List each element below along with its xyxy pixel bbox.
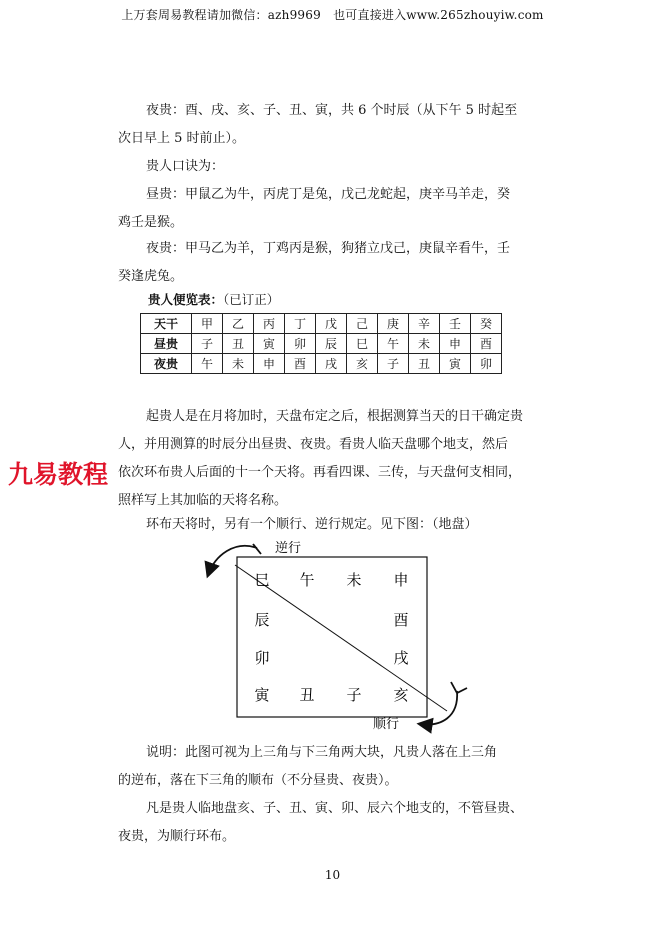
table-cell: 子	[378, 354, 409, 374]
table-cell: 申	[440, 334, 471, 354]
table-cell: 寅	[440, 354, 471, 374]
text-line: 贵人口诀为：	[146, 159, 225, 174]
paragraph-forward-rule	[118, 795, 558, 851]
table-cell: 己	[347, 314, 378, 334]
branch-cell: 戌	[393, 649, 409, 667]
table-cell: 丙	[254, 314, 285, 334]
branch-cell: 申	[393, 571, 409, 589]
text-line: 夜贵：甲马乙为羊，丁鸡丙是猴，狗猪立戊己，庚鼠辛看牛，壬	[146, 241, 511, 256]
table-caption	[148, 290, 279, 308]
paragraph-formula-intro	[118, 153, 558, 181]
branch-cell: 午	[299, 571, 315, 589]
text-line: 的逆布，落在下三角的顺布（不分昼贵、夜贵）。	[118, 773, 398, 788]
table-caption-note: （已订正）	[223, 292, 280, 307]
text-line: 人，并用测算的时辰分出昼贵、夜贵。看贵人临天盘哪个地支，然后	[118, 437, 509, 452]
table-row	[141, 334, 502, 354]
table-cell: 壬	[440, 314, 471, 334]
table-cell: 戌	[316, 354, 347, 374]
branch-cell: 酉	[393, 611, 409, 629]
table-cell: 寅	[254, 334, 285, 354]
page-header: 上万套周易教程请加微信：azh9969 也可直接进入www.265zhouyiw.com	[121, 8, 544, 22]
table-cell: 丑	[409, 354, 440, 374]
paragraph-night-noble	[118, 97, 558, 153]
table-cell: 甲	[192, 314, 223, 334]
table-cell: 辰	[316, 334, 347, 354]
paragraph-diagram-note	[118, 739, 558, 795]
text-line: 癸逢虎兔。	[118, 269, 184, 284]
branch-cell: 巳	[254, 571, 270, 589]
text-line: 说明：此图可视为上三角与下三角两大块，凡贵人落在上三角	[146, 745, 498, 760]
table-caption-title: 贵人便览表：	[148, 292, 224, 307]
table-cell: 午	[192, 354, 223, 374]
reverse-arrow-icon	[208, 544, 261, 575]
table-row	[141, 354, 502, 374]
page-number: 10	[324, 868, 341, 882]
branch-cell: 寅	[254, 686, 270, 704]
branch-cell: 亥	[393, 686, 409, 704]
branch-cell: 子	[346, 686, 362, 704]
branch-cell: 未	[346, 571, 362, 589]
table-cell: 未	[409, 334, 440, 354]
table-cell: 亥	[347, 354, 378, 374]
watermark-logo: 九易教程	[8, 460, 109, 489]
table-row-header: 昼贵	[141, 334, 192, 354]
table-row	[141, 314, 502, 334]
label-reverse: 逆行	[275, 541, 302, 556]
table-cell: 卯	[471, 354, 502, 374]
table-cell: 卯	[285, 334, 316, 354]
table-cell: 未	[223, 354, 254, 374]
noble-reference-table	[140, 313, 502, 374]
table-cell: 乙	[223, 314, 254, 334]
table-cell: 庚	[378, 314, 409, 334]
earth-plate-diagram	[195, 537, 475, 737]
table-cell: 子	[192, 334, 223, 354]
branch-cell: 卯	[254, 649, 270, 667]
text-line: 夜贵：酉、戌、亥、子、丑、寅，共 6 个时辰（从下午 5 时起至	[146, 103, 518, 118]
table-cell: 午	[378, 334, 409, 354]
text-line: 次日早上 5 时前止）。	[118, 131, 246, 146]
text-line: 依次环布贵人后面的十一个天将。再看四课、三传，与天盘何支相同，	[118, 465, 522, 480]
paragraph-night-formula	[118, 235, 558, 291]
branch-cell: 辰	[254, 611, 270, 629]
table-cell: 丑	[223, 334, 254, 354]
table-row-header: 天干	[141, 314, 192, 334]
table-cell: 申	[254, 354, 285, 374]
branch-cell: 丑	[299, 686, 315, 704]
table-row-header: 夜贵	[141, 354, 192, 374]
text-line: 照样写上其加临的天将名称。	[118, 493, 288, 508]
paragraph-explanation	[118, 403, 562, 515]
text-line: 夜贵，为顺行环布。	[118, 829, 236, 844]
text-line: 鸡壬是猴。	[118, 215, 184, 230]
label-forward: 顺行	[373, 717, 400, 732]
text-line: 起贵人是在月将加时，天盘布定之后，根据测算当天的日干确定贵	[146, 409, 524, 424]
table-cell: 丁	[285, 314, 316, 334]
table-cell: 辛	[409, 314, 440, 334]
paragraph-direction-rule	[118, 511, 558, 539]
table-cell: 巳	[347, 334, 378, 354]
paragraph-day-formula	[118, 181, 558, 237]
table-cell: 酉	[471, 334, 502, 354]
table-cell: 酉	[285, 354, 316, 374]
text-line: 昼贵：甲鼠乙为牛，丙虎丁是兔，戊己龙蛇起，庚辛马羊走，癸	[146, 187, 511, 202]
text-line: 环布天将时，另有一个顺行、逆行规定。见下图：（地盘）	[146, 517, 478, 532]
table-cell: 戊	[316, 314, 347, 334]
text-line: 凡是贵人临地盘亥、子、丑、寅、卯、辰六个地支的，不管昼贵、	[146, 801, 524, 816]
table-cell: 癸	[471, 314, 502, 334]
